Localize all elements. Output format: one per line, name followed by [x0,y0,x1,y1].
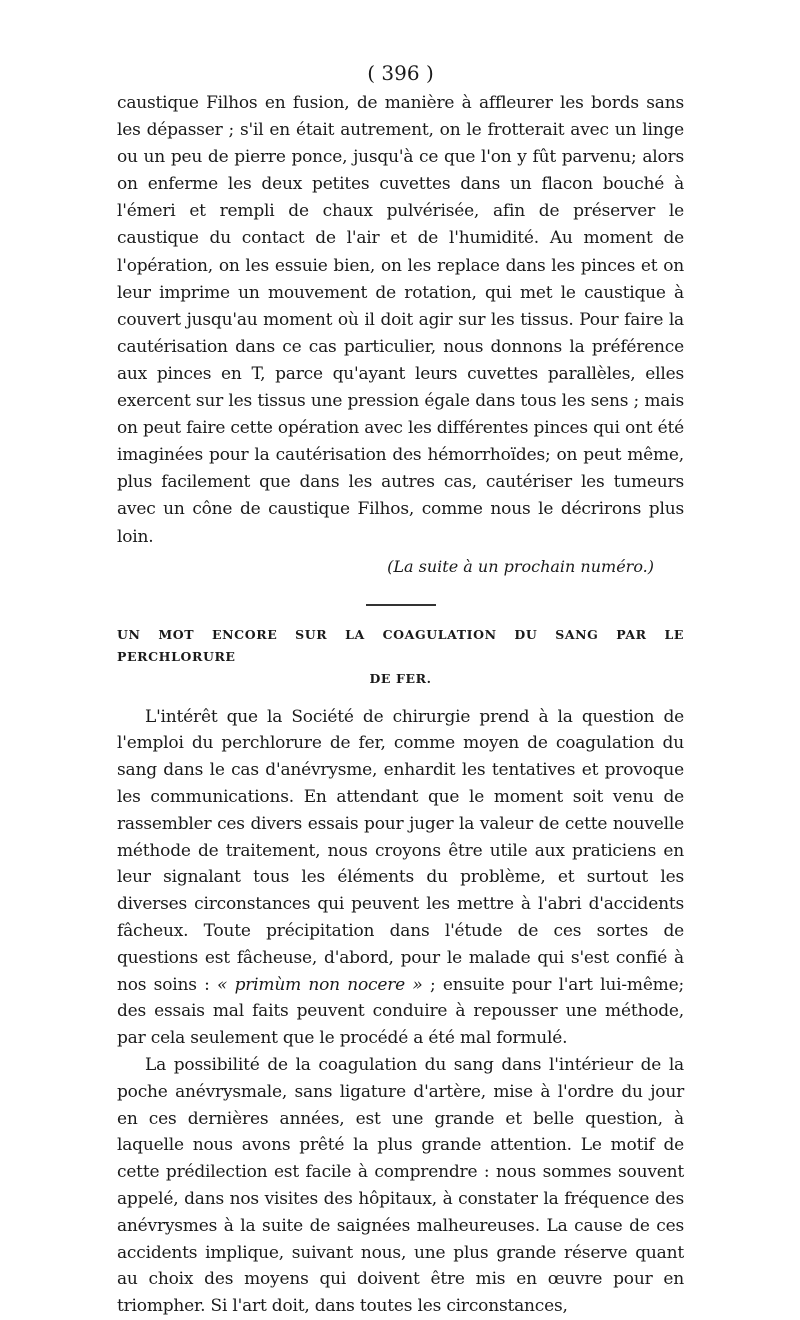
section-paragraph-2: La possibilité de la coagulation du sang dans l'intérieur de la poche anévrysmale, sans ligature d'artère, mise à l'ordre du jour en ces dernières années, est une grande et belle question, à laquelle nous avons prêté la plus grande attention. Le motif de cette prédilection est facile à comprendre : nous sommes souvent appelé, dans nos visites des hôpitaux, à constater la fréquence des anévrysmes à la suite de saignées malheureuses. La cause de ces accidents implique, suivant nous, une plus grande réserve quant au choix des moyens qui doivent être mis en œuvre pour en triompher. Si l'art doit, dans toutes les circonstances, [117,1054,684,1317]
page-number: ( 396 ) [367,61,434,85]
section-title-line-2: DE FER. [369,670,432,686]
continuation-note: (La suite à un prochain numéro.) [387,556,654,576]
latin-quote: « primùm non nocere » [217,974,423,995]
section-divider [366,604,436,606]
section-title [117,624,684,690]
section-paragraph-1 [117,704,684,1052]
section-body [117,704,684,1320]
continued-paragraph: caustique Filhos en fusion, de manière à affleurer les bords sans les dépasser ; s'il en était autrement, on le frotterait avec un linge ou un peu de pierre ponce, jusqu'à ce que l'on y fût parvenu; alors on enferme les deux petites cuvettes dans un flacon bouché à l'émeri et rempli de chaux pulvérisée, afin de préserver le caustique du contact de l'air et de l'humidité. Au moment de l'opération, on les essuie bien, on les replace dans les pinces et on leur imprime un mouvement de rotation, qui met le caustique à couvert jusqu'au moment où il doit agir sur les tissus. Pour faire la cautérisation dans ce cas particulier, nous donnons la préférence aux pinces en T, parce qu'ayant leurs cuvettes parallèles, elles exercent sur les tissus une pression égale dans tous les sens ; mais on peut faire cette opération avec les différentes pinces qui ont été imaginées pour la cautérisation des hémorrhoïdes; on peut même, plus facilement que dans les autres cas, cautériser les tumeurs avec un cône de caustique Filhos, comme nous le décrirons plus loin. [117,93,684,547]
paragraph-1-text-b: ; ensuite pour l'art lui-même; des essais mal faits peuvent conduire à repousser une méthode, par cela seulement que le procédé a été mal formulé. [117,974,684,1049]
section-title-line-1: UN MOT ENCORE SUR LA COAGULATION DU SANG PAR LE PERCHLORURE [117,626,684,664]
book-page [117,58,684,1320]
paragraph-1-text-a: L'intérêt que la Société de chirurgie prend à la question de l'emploi du perchlorure de fer, comme moyen de coagulation du sang dans le cas d'anévrysme, enhardit les tentatives et provoque les communications. En attendant que le moment soit venu de rassembler ces divers essais pour juger la valeur de cette nouvelle méthode de traitement, nous croyons être utile aux praticiens en leur signalant tous les éléments du problème, et surtout les diverses circonstances qui peuvent les mettre à l'abri d'accidents fâcheux. Toute précipitation dans l'étude de ces sortes de questions est fâcheuse, d'abord, pour le malade qui s'est confié à nos soins : [117,706,684,995]
continued-text [117,90,684,580]
